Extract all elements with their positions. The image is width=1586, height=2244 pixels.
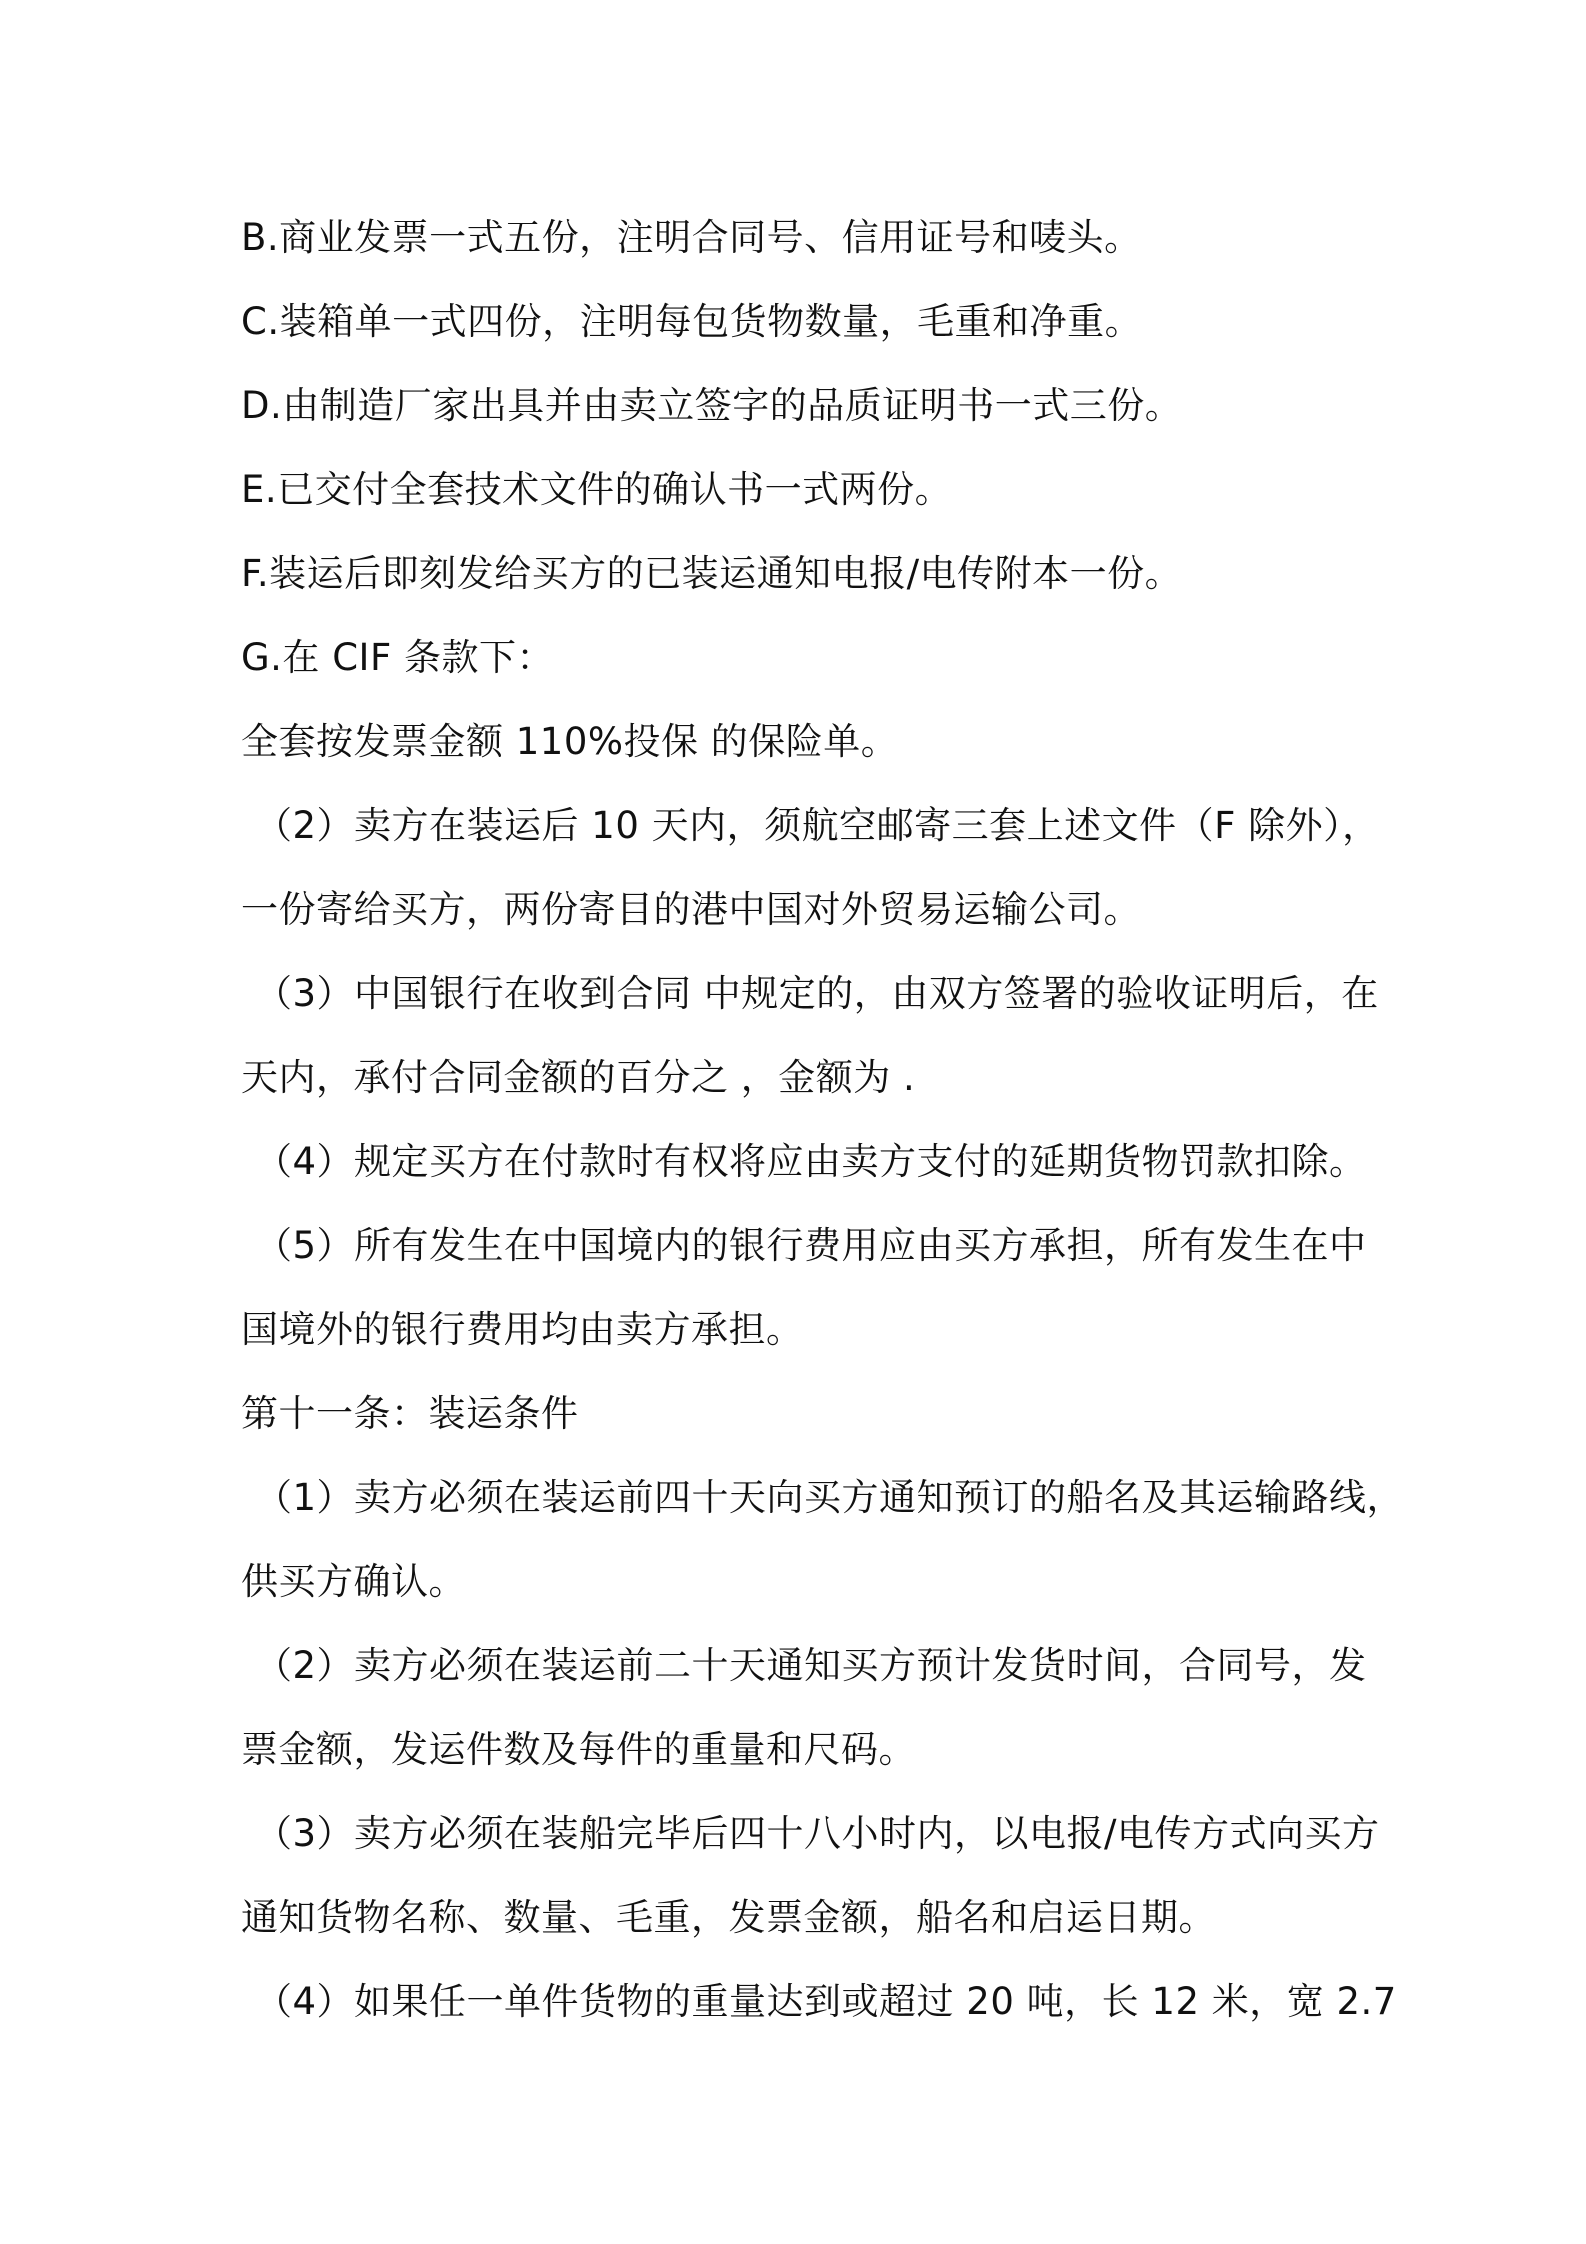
text-line-shipping-2-cont: 票金额，发运件数及每件的重量和尺码。	[241, 1728, 916, 1771]
text-line-g-cif-terms: G.在 CIF 条款下：	[241, 636, 554, 679]
text-line-b-invoice: B.商业发票一式五份，注明合同号、信用证号和唛头。	[241, 216, 1142, 259]
text-line-insurance-policy: 全套按发票金额 110%投保 的保险单。	[241, 720, 899, 763]
text-line-shipping-1-cont: 供买方确认。	[241, 1560, 466, 1603]
text-line-clause-5-cont: 国境外的银行费用均由卖方承担。	[241, 1308, 804, 1351]
text-line-shipping-1: （1）卖方必须在装运前四十天向买方通知预订的船名及其运输路线，	[255, 1476, 1405, 1519]
text-line-clause-2-cont: 一份寄给买方，两份寄目的港中国对外贸易运输公司。	[241, 888, 1141, 931]
text-line-clause-3-cont: 天内，承付合同金额的百分之 ，金额为 .	[241, 1056, 916, 1099]
text-line-shipping-3: （3）卖方必须在装船完毕后四十八小时内，以电报/电传方式向买方	[255, 1812, 1380, 1855]
text-line-clause-3: （3）中国银行在收到合同 中规定的，由双方签署的验收证明后，在	[255, 972, 1379, 1015]
text-line-shipping-2: （2）卖方必须在装运前二十天通知买方预计发货时间，合同号，发	[255, 1644, 1367, 1687]
text-line-shipping-3-cont: 通知货物名称、数量、毛重，发票金额，船名和启运日期。	[241, 1896, 1216, 1939]
text-line-clause-5: （5）所有发生在中国境内的银行费用应由买方承担，所有发生在中	[255, 1224, 1367, 1267]
text-line-clause-4: （4）规定买方在付款时有权将应由卖方支付的延期货物罚款扣除。	[255, 1140, 1367, 1183]
text-line-e-confirmation: E.已交付全套技术文件的确认书一式两份。	[241, 468, 953, 511]
section-heading-article-11: 第十一条：装运条件	[241, 1392, 579, 1435]
text-line-f-shipping-notice: F.装运后即刻发给买方的已装运通知电报/电传附本一份。	[241, 552, 1183, 595]
text-line-d-quality-certificate: D.由制造厂家出具并由卖立签字的品质证明书一式三份。	[241, 384, 1183, 427]
document-body	[241, 196, 1405, 2044]
text-line-shipping-4: （4）如果任一单件货物的重量达到或超过 20 吨，长 12 米，宽 2.7	[255, 1980, 1397, 2023]
text-line-clause-2: （2）卖方在装运后 10 天内，须航空邮寄三套上述文件（F 除外），	[255, 804, 1380, 847]
text-line-c-packing-list: C.装箱单一式四份，注明每包货物数量，毛重和净重。	[241, 300, 1143, 343]
